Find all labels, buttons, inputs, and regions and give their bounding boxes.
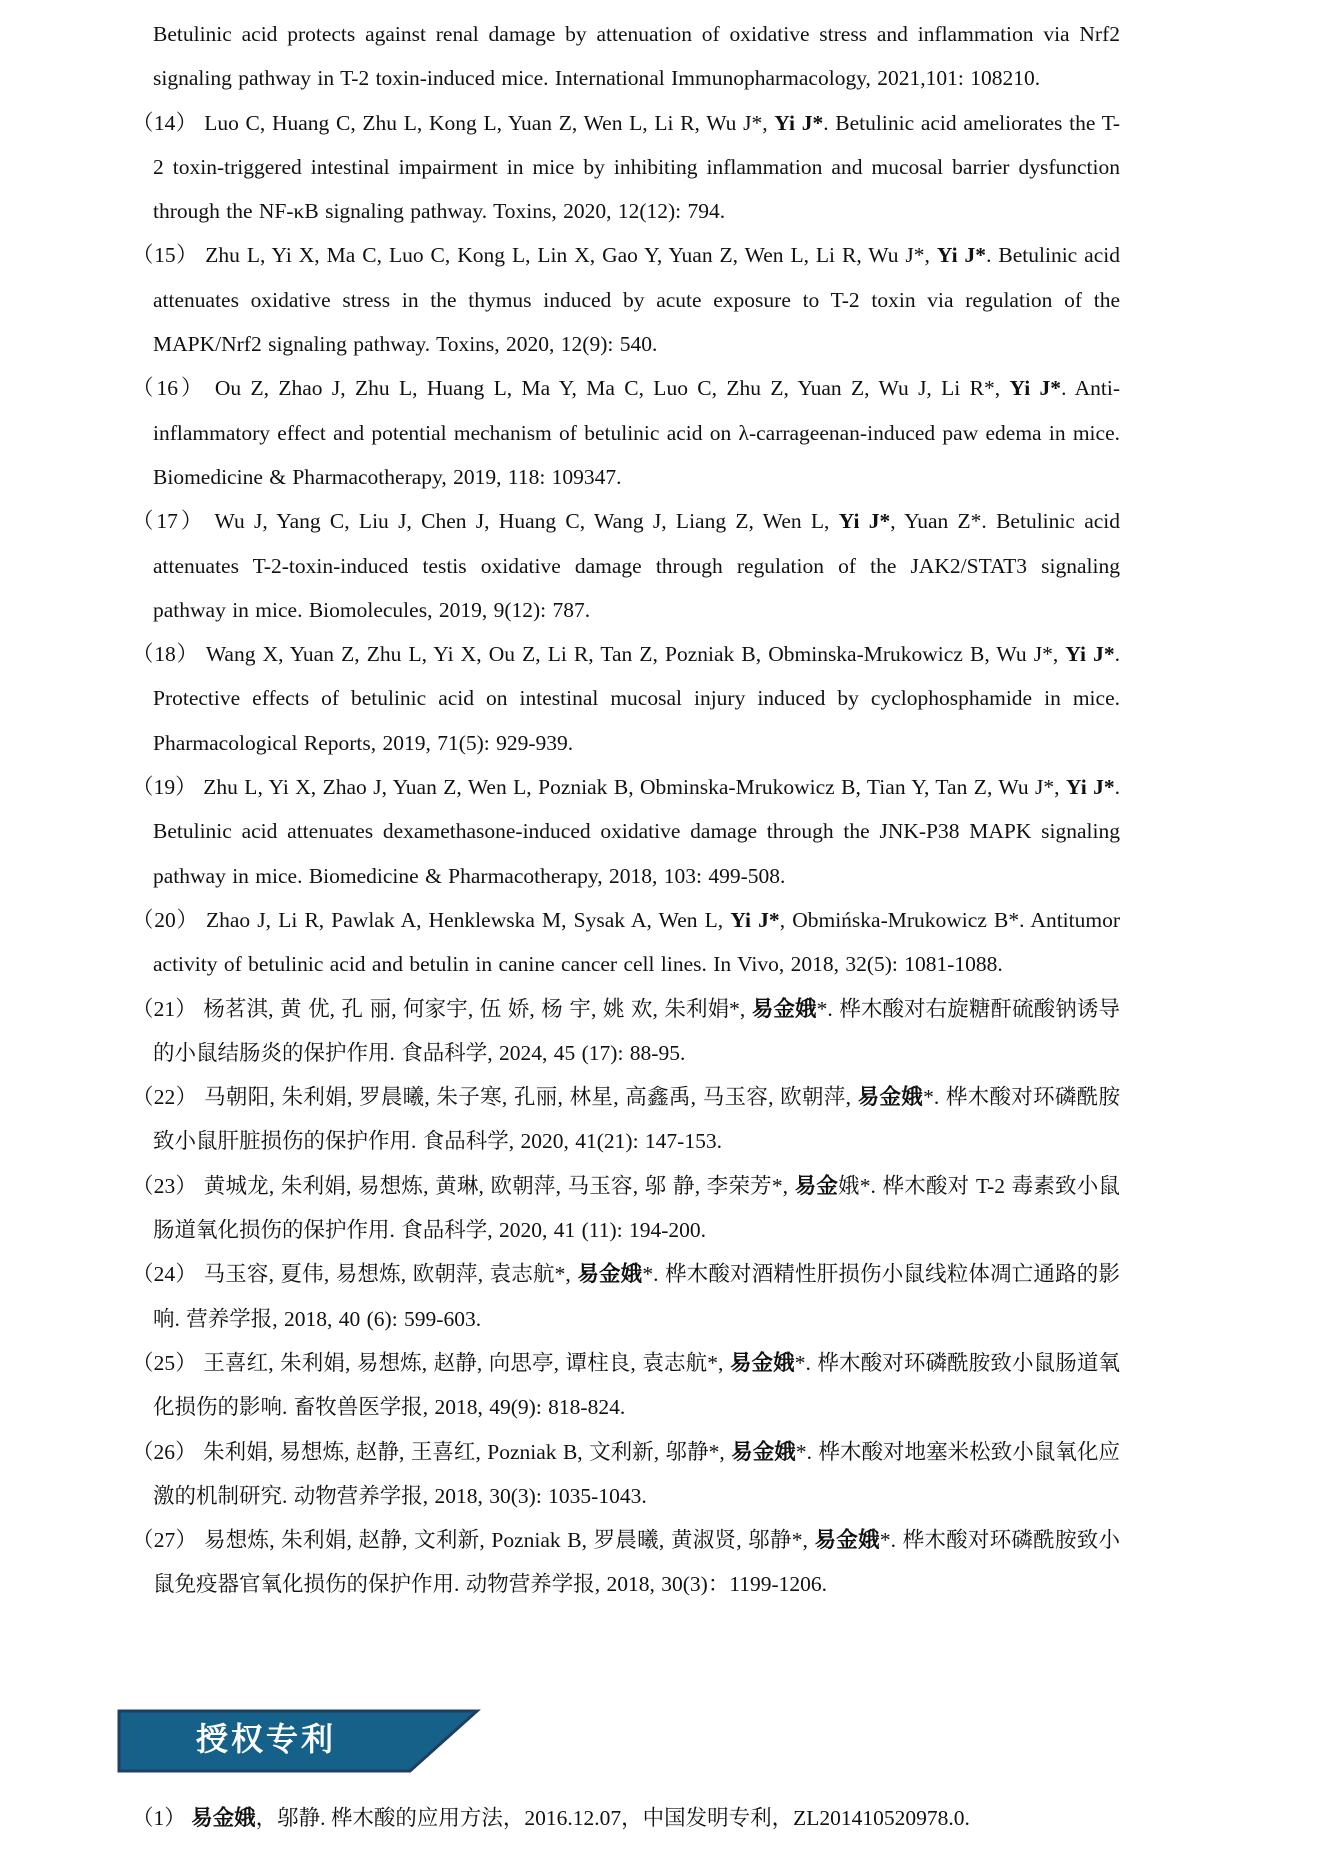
reference-item bbox=[132, 101, 1121, 234]
item-number: （26） bbox=[132, 1439, 197, 1464]
author-highlight: Yi J* bbox=[936, 243, 987, 268]
item-number: （14） bbox=[132, 110, 198, 135]
reference-item bbox=[132, 987, 1120, 1076]
patent-list bbox=[132, 1797, 1120, 1839]
item-text: . Anti-inflammatory effect and potential mechanism of betulinic acid on λ-carrageenan-induced paw edema in mice. Biomedicine & Pharmacotherapy, 2019, 118: 109347. bbox=[153, 376, 1121, 489]
author-highlight: 易金娥 bbox=[751, 996, 817, 1021]
patent-item bbox=[132, 1797, 1120, 1839]
item-number: （21） bbox=[132, 996, 197, 1021]
item-text: 娥*. 桦木酸对 T-2 毒素致小鼠肠道氧化损伤的保护作用. 食品科学, 2020, 41 (11): 194-200. bbox=[153, 1173, 1120, 1243]
item-number: （17） bbox=[132, 509, 206, 534]
author-highlight: Yi J* bbox=[1009, 376, 1062, 401]
author-highlight: 易金娥 bbox=[814, 1528, 880, 1553]
reference-item bbox=[132, 1518, 1120, 1607]
reference-item bbox=[132, 366, 1121, 499]
item-text: 易想炼, 朱利娟, 赵静, 文利新, Pozniak B, 罗晨曦, 黄淑贤, 邬静*, bbox=[203, 1528, 815, 1553]
reference-item bbox=[132, 1164, 1120, 1253]
item-text: Luo C, Huang C, Zhu L, Kong L, Yuan Z, Wen L, Li R, Wu J*, bbox=[204, 110, 775, 135]
publication-list bbox=[132, 12, 1121, 1607]
item-text: *. 桦木酸对环磷酰胺致小鼠肠道氧化损伤的影响. 畜牧兽医学报, 2018, 49(9): 818-824. bbox=[153, 1350, 1120, 1420]
author-highlight: Yi J* bbox=[774, 110, 824, 135]
item-number: （19） bbox=[132, 775, 197, 800]
author-highlight: 易金娥 bbox=[577, 1262, 643, 1287]
item-text: *. 桦木酸对酒精性肝损伤小鼠线粒体凋亡通路的影响. 营养学报, 2018, 40 (6): 599-603. bbox=[153, 1262, 1120, 1331]
author-highlight: Yi J* bbox=[730, 907, 780, 932]
item-number: （15） bbox=[132, 243, 199, 268]
author-highlight: 易金 bbox=[794, 1173, 839, 1198]
item-text: Zhu L, Yi X, Ma C, Luo C, Kong L, Lin X, Gao Y, Yuan Z, Wen L, Li R, Wu J*, bbox=[205, 243, 937, 268]
item-text: Betulinic acid protects against renal damage by attenuation of oxidative stress and inflammation via Nrf2 signaling pathway in T-2 toxin-induced mice. International Immunopharmacology, 2021,101: 108210. bbox=[153, 22, 1120, 91]
author-highlight: 易金娥 bbox=[191, 1806, 256, 1830]
item-text: 王喜红, 朱利娟, 易想炼, 赵静, 向思亭, 谭柱良, 袁志航*, bbox=[203, 1350, 730, 1375]
item-text: Wang X, Yuan Z, Zhu L, Yi X, Ou Z, Li R, Tan Z, Pozniak B, Obminska-Mrukowicz B, Wu J*, bbox=[205, 642, 1066, 667]
item-text: Wu J, Yang C, Liu J, Chen J, Huang C, Wang J, Liang Z, Wen L, bbox=[214, 509, 839, 534]
item-text: *. 桦木酸对环磷酰胺致小鼠免疫器官氧化损伤的保护作用. 动物营养学报, 2018, 30(3)：1199-1206. bbox=[153, 1528, 1120, 1597]
author-highlight: 易金娥 bbox=[729, 1350, 795, 1375]
author-highlight: Yi J* bbox=[838, 509, 891, 534]
reference-item bbox=[132, 1341, 1120, 1430]
item-number: （20） bbox=[132, 907, 199, 932]
reference-item bbox=[132, 898, 1121, 987]
author-highlight: 易金娥 bbox=[731, 1439, 796, 1464]
item-number: （16） bbox=[132, 376, 206, 401]
author-highlight: Yi J* bbox=[1065, 642, 1115, 667]
item-text: *. 桦木酸对地塞米松致小鼠氧化应激的机制研究. 动物营养学报, 2018, 30(3): 1035-1043. bbox=[153, 1439, 1120, 1508]
item-text: 杨茗淇, 黄 优, 孔 丽, 何家宇, 伍 娇, 杨 宇, 姚 欢, 朱利娟*, bbox=[203, 996, 752, 1021]
author-highlight: Yi J* bbox=[1065, 775, 1115, 800]
section-banner-authorized-patents bbox=[116, 1709, 482, 1773]
item-number: （23） bbox=[132, 1173, 198, 1198]
reference-item bbox=[132, 233, 1120, 366]
item-text: Ou Z, Zhao J, Zhu L, Huang L, Ma Y, Ma C, Luo C, Zhu Z, Yuan Z, Wu J, Li R*, bbox=[214, 376, 1010, 401]
item-text: *. 桦木酸对右旋糖酐硫酸钠诱导的小鼠结肠炎的保护作用. 食品科学, 2024, 45 (17): 88-95. bbox=[153, 996, 1120, 1065]
item-text: ，邬静. 桦木酸的应用方法，2016.12.07，中国发明专利，ZL201410520978.0. bbox=[255, 1806, 970, 1830]
reference-item bbox=[132, 499, 1121, 632]
item-text: . Betulinic acid ameliorates the T-2 toxin-triggered intestinal impairment in mice by inhibiting inflammation and mucosal barrier dysfunction through the NF-κB signaling pathway. Toxins, 2020, 12(12): 794. bbox=[153, 110, 1121, 224]
reference-item bbox=[132, 1430, 1120, 1519]
reference-item bbox=[132, 1075, 1120, 1164]
item-text: . Protective effects of betulinic acid on intestinal mucosal injury induced by cyclophosphamide in mice. Pharmacological Reports, 2019, 71(5): 929-939. bbox=[153, 642, 1121, 755]
item-number: （1） bbox=[132, 1806, 186, 1830]
item-number: （27） bbox=[132, 1528, 198, 1553]
item-text: Zhao J, Li R, Pawlak A, Henklewska M, Sysak A, Wen L, bbox=[205, 907, 731, 932]
item-number: （18） bbox=[132, 642, 199, 667]
item-text: . Betulinic acid attenuates oxidative stress in the thymus induced by acute exposure to T-2 toxin via regulation of the MAPK/Nrf2 signaling pathway. Toxins, 2020, 12(9): 540. bbox=[153, 243, 1120, 357]
reference-item bbox=[132, 632, 1121, 765]
author-highlight: 易金娥 bbox=[857, 1085, 924, 1110]
item-text: Zhu L, Yi X, Zhao J, Yuan Z, Wen L, Pozniak B, Obminska-Mrukowicz B, Tian Y, Tan Z, Wu J*, bbox=[203, 775, 1066, 800]
reference-item bbox=[132, 765, 1121, 898]
item-text: *. 桦木酸对环磷酰胺致小鼠肝脏损伤的保护作用. 食品科学, 2020, 41(21): 147-153. bbox=[153, 1085, 1120, 1154]
item-number: （22） bbox=[132, 1085, 198, 1110]
item-text: , Yuan Z*. Betulinic acid attenuates T-2-toxin-induced testis oxidative damage through regulation of the JAK2/STAT3 signaling pathway in mice. Biomolecules, 2019, 9(12): 787. bbox=[153, 509, 1121, 622]
item-text: 马玉容, 夏伟, 易想炼, 欧朝萍, 袁志航*, bbox=[203, 1262, 578, 1287]
item-text: 马朝阳, 朱利娟, 罗晨曦, 朱子寒, 孔丽, 林星, 高鑫禹, 马玉容, 欧朝萍, bbox=[204, 1085, 858, 1110]
item-text: . Betulinic acid attenuates dexamethasone-induced oxidative damage through the JNK-P38 MAPK signaling pathway in mice. Biomedicine & Pharmacotherapy, 2018, 103: 499-508. bbox=[153, 775, 1121, 888]
item-text: 朱利娟, 易想炼, 赵静, 王喜红, Pozniak B, 文利新, 邬静*, bbox=[203, 1439, 732, 1464]
section-title: 授权专利 bbox=[196, 1721, 337, 1757]
reference-item bbox=[132, 1252, 1120, 1341]
item-text: , Obmińska-Mrukowicz B*. Antitumor activity of betulinic acid and betulin in canine cancer cell lines. In Vivo, 2018, 32(5): 1081-1088. bbox=[153, 907, 1121, 977]
item-number: （25） bbox=[132, 1350, 197, 1375]
item-text: 黄城龙, 朱利娟, 易想炼, 黄琳, 欧朝萍, 马玉容, 邬 静, 李荣芳*, bbox=[203, 1173, 795, 1198]
reference-item bbox=[153, 12, 1120, 101]
item-number: （24） bbox=[132, 1262, 198, 1287]
